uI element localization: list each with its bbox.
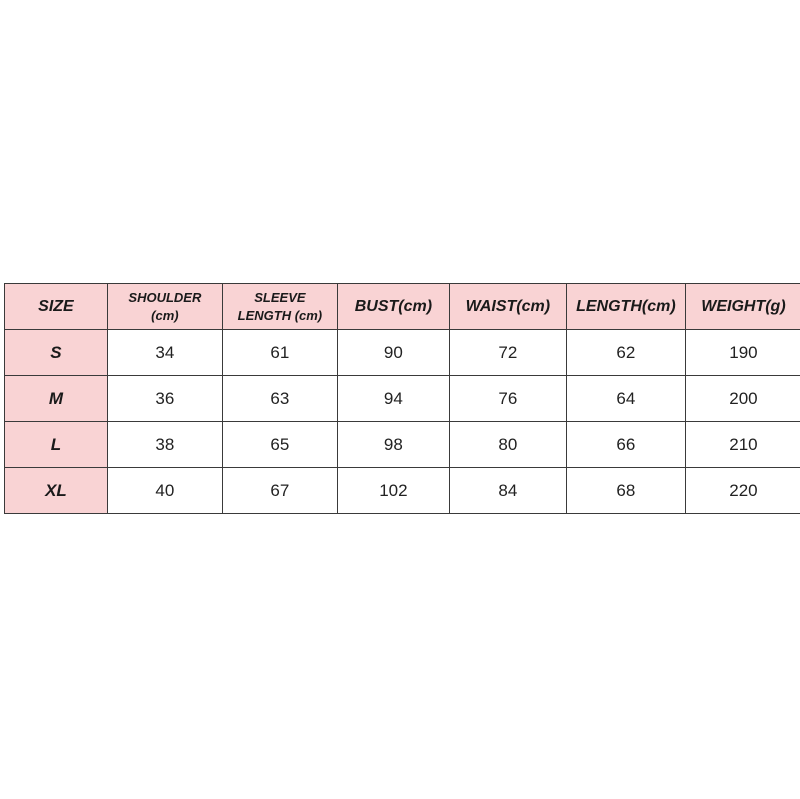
header-row (5, 284, 800, 330)
bust-value: 94 (337, 376, 449, 422)
bust-value: 102 (337, 468, 449, 514)
bust-value: 98 (337, 422, 449, 468)
header-shoulder (107, 284, 222, 330)
header-waist: WAIST(cm) (449, 284, 566, 330)
header-sleeve-line1: SLEEVE (254, 289, 306, 305)
header-bust: BUST(cm) (337, 284, 449, 330)
size-label: S (5, 330, 108, 376)
length-value: 64 (566, 376, 685, 422)
sleeve-length-value: 61 (222, 330, 337, 376)
table-row (5, 468, 800, 514)
size-chart-table (4, 283, 800, 514)
length-value: 62 (566, 330, 685, 376)
shoulder-value: 38 (107, 422, 222, 468)
weight-value: 220 (685, 468, 800, 514)
weight-value: 190 (685, 330, 800, 376)
shoulder-value: 40 (107, 468, 222, 514)
waist-value: 84 (449, 468, 566, 514)
size-label: XL (5, 468, 108, 514)
size-label: M (5, 376, 108, 422)
header-sleeve-length (222, 284, 337, 330)
sleeve-length-value: 67 (222, 468, 337, 514)
sleeve-length-value: 63 (222, 376, 337, 422)
header-shoulder-line1: SHOULDER (128, 289, 202, 305)
table-row (5, 330, 800, 376)
bust-value: 90 (337, 330, 449, 376)
header-length: LENGTH(cm) (566, 284, 685, 330)
sleeve-length-value: 65 (222, 422, 337, 468)
header-weight: WEIGHT(g) (685, 284, 800, 330)
length-value: 66 (566, 422, 685, 468)
weight-value: 200 (685, 376, 800, 422)
table-row (5, 376, 800, 422)
length-value: 68 (566, 468, 685, 514)
waist-value: 80 (449, 422, 566, 468)
header-shoulder-line2: (cm) (151, 307, 179, 323)
header-sleeve-line2: LENGTH (cm) (237, 307, 323, 323)
header-size: SIZE (5, 284, 108, 330)
weight-value: 210 (685, 422, 800, 468)
waist-value: 72 (449, 330, 566, 376)
size-label: L (5, 422, 108, 468)
shoulder-value: 34 (107, 330, 222, 376)
table-row (5, 422, 800, 468)
shoulder-value: 36 (107, 376, 222, 422)
waist-value: 76 (449, 376, 566, 422)
